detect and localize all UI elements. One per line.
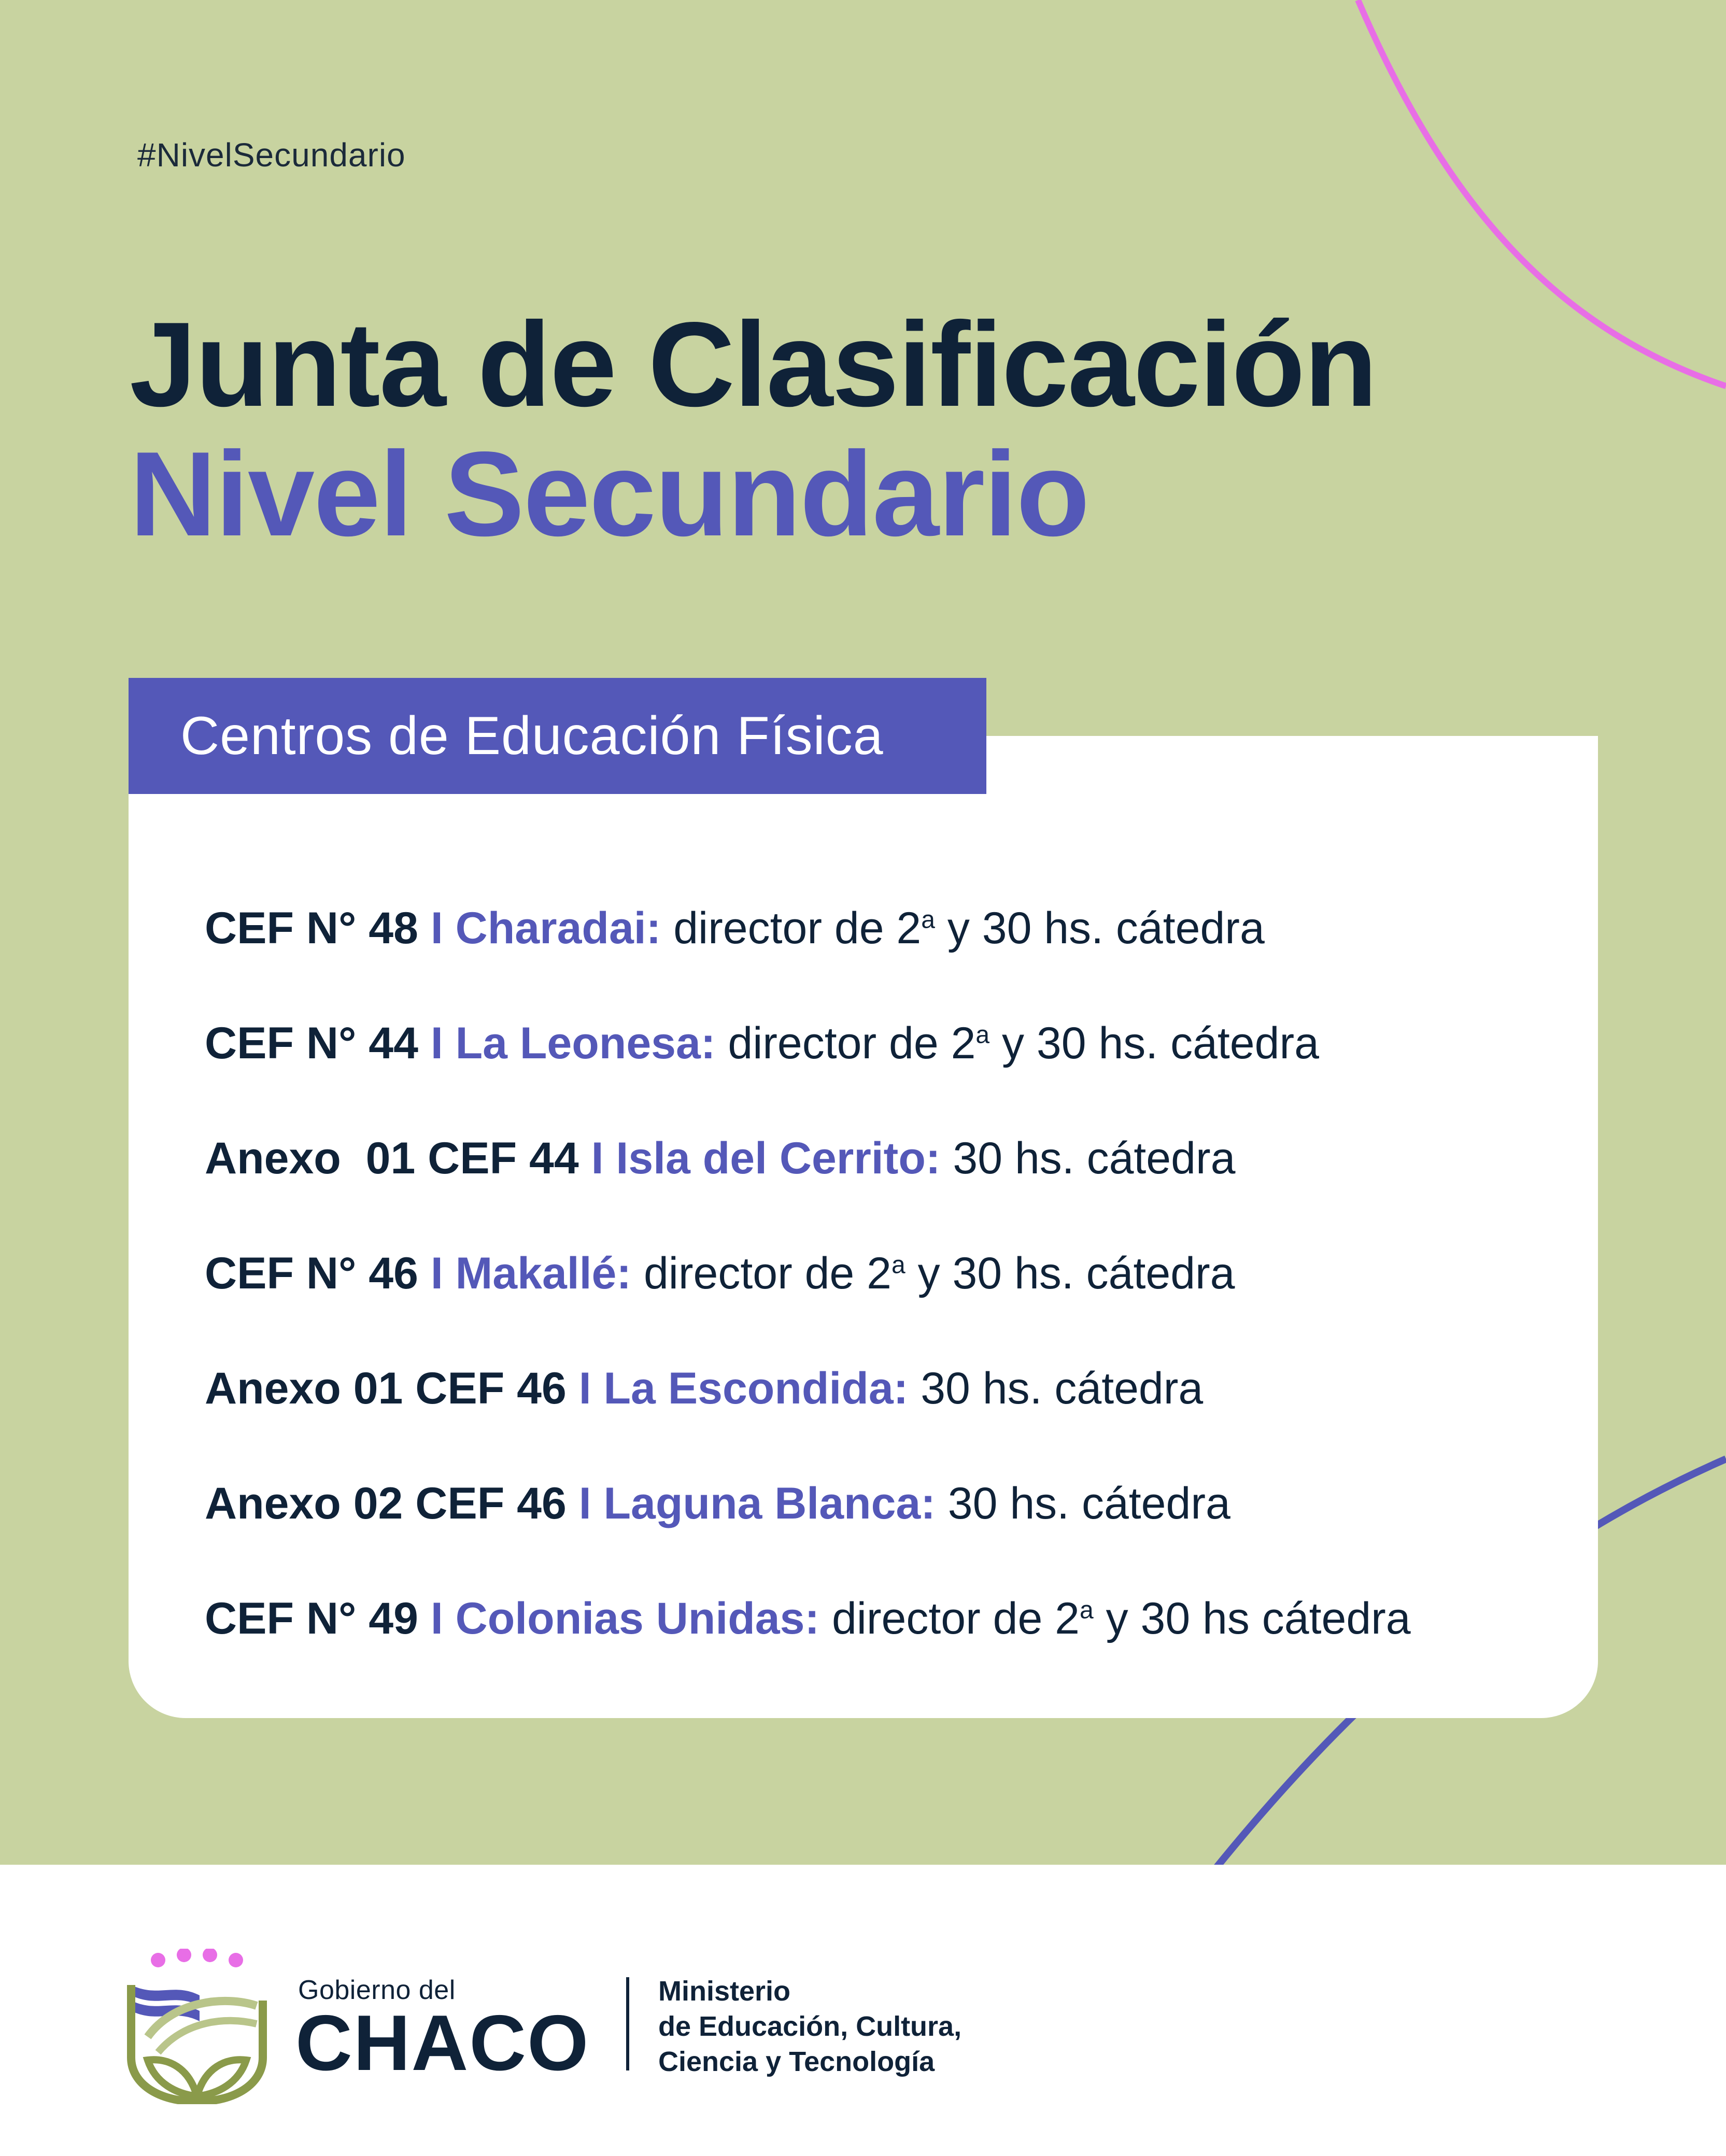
page-title: Junta de Clasificación	[130, 297, 1377, 432]
center-code: CEF N° 46	[205, 1248, 418, 1298]
gov-name: CHACO	[295, 1999, 590, 2087]
section-title-text: Centros de Educación Física	[180, 705, 884, 766]
page-subtitle: Nivel Secundario	[130, 427, 1089, 561]
pink-arc	[1358, 0, 1726, 386]
list-item	[205, 1216, 1411, 1331]
gov-label: Gobierno del	[298, 1975, 456, 2005]
center-location: I Makallé:	[430, 1248, 632, 1298]
center-code: Anexo 01 CEF 46	[205, 1363, 567, 1413]
list-item	[205, 1101, 1411, 1216]
ministry-line: Ciencia y Tecnología	[658, 2046, 935, 2077]
ordinal-sup: a	[1080, 1596, 1094, 1624]
list-item	[205, 1446, 1411, 1561]
position-description: 30 hs. cátedra	[921, 1363, 1204, 1413]
list-item	[205, 871, 1411, 986]
ministry-line: Ministerio	[658, 1976, 791, 2007]
footer-divider	[626, 1977, 629, 2070]
center-location: I Charadai:	[430, 903, 661, 953]
center-code: CEF N° 44	[205, 1018, 418, 1068]
center-location: I Colonias Unidas:	[430, 1593, 820, 1643]
positions-list	[205, 871, 1411, 1676]
list-item	[205, 986, 1411, 1101]
hashtag: #NivelSecundario	[137, 136, 406, 174]
center-code: Anexo 02 CEF 46	[205, 1478, 567, 1528]
center-code: CEF N° 49	[205, 1593, 418, 1643]
position-description: director de 2$^a$ y 30 hs. cátedra	[643, 1248, 1235, 1298]
ministry-line: de Educación, Cultura,	[658, 2011, 962, 2042]
center-location: I La Leonesa:	[430, 1018, 716, 1068]
position-description: 30 hs. cátedra	[947, 1478, 1230, 1528]
ministry-label	[658, 1974, 961, 2079]
position-description: director de 2$^a$ y 30 hs cátedra	[831, 1593, 1411, 1643]
center-code: CEF N° 48	[205, 903, 418, 953]
list-item	[205, 1561, 1411, 1676]
center-code: Anexo 01 CEF 44	[205, 1133, 579, 1183]
center-location: I La Escondida:	[578, 1363, 909, 1413]
position-description: 30 hs. cátedra	[953, 1133, 1236, 1183]
center-location: I Laguna Blanca:	[578, 1478, 936, 1528]
list-item	[205, 1331, 1411, 1446]
position-description: director de 2$^a$ y 30 hs. cátedra	[728, 1018, 1319, 1068]
center-location: I Isla del Cerrito:	[591, 1133, 941, 1183]
section-title	[129, 678, 986, 794]
ordinal-sup: a	[891, 1251, 906, 1279]
ordinal-sup: a	[975, 1020, 990, 1048]
ordinal-sup: a	[921, 905, 935, 933]
position-description: director de 2$^a$ y 30 hs. cátedra	[673, 903, 1265, 953]
chaco-logo-icon	[127, 1949, 267, 2104]
